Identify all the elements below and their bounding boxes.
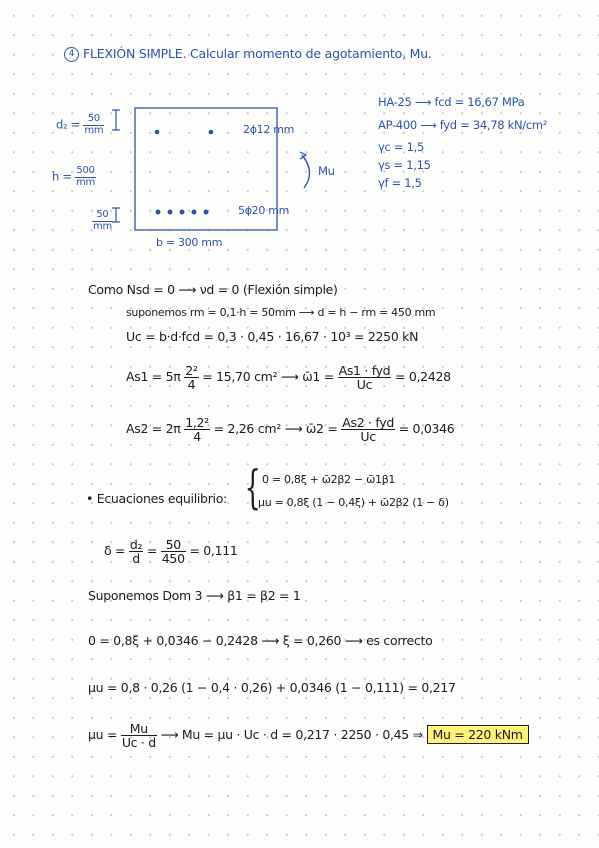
bottom-bar-5 <box>204 210 209 215</box>
step-mu: μu = 0,8 · 0,26 (1 − 0,4 · 0,26) + 0,0346 (1 − 0,111) = 0,217 <box>88 680 456 695</box>
gamma-s: γs = 1,15 <box>378 158 431 172</box>
step-domain: Suponemos Dom 3 ⟶ β1 = β2 = 1 <box>88 588 301 603</box>
gamma-c: γc = 1,5 <box>378 140 424 154</box>
title-text: FLEXIÓN SIMPLE. Calcular momento de agotamiento, Mu. <box>83 46 432 61</box>
equations-brace: { <box>244 460 261 514</box>
bottom-cover-dim: $\frac{50}{mm}$ <box>93 209 112 232</box>
material-concrete: HA-25 ⟶ fcd = 16,67 MPa <box>378 95 525 109</box>
final-result: Mu = 220 kNm <box>427 725 529 744</box>
bottom-bar-1 <box>156 210 161 215</box>
step-uc: Uc = b·d·fcd = 0,3 · 0,45 · 16,67 · 10³ = 2250 kN <box>126 329 419 344</box>
bottom-bar-4 <box>192 210 197 215</box>
step-axial: Como Nsd = 0 ⟶ νd = 0 (Flexión simple) <box>88 282 338 297</box>
bottom-bar-2 <box>168 210 173 215</box>
exercise-number: 4 <box>64 47 79 62</box>
step-xi: 0 = 0,8ξ + 0,0346 − 0,2428 ⟶ ξ = 0,260 ⟶ es correcto <box>88 633 433 648</box>
exercise-title <box>64 46 432 62</box>
bottom-bar-3 <box>180 210 185 215</box>
height-dim: h = $\frac{500}{mm}$ <box>52 165 95 188</box>
step-delta: δ = $\frac{\text{d₂}}{d}$ = $\frac{50}{450}$ = 0,111 <box>104 537 238 567</box>
step-effective-depth: suponemos rm = 0,1·h = 50mm ⟶ d = h − rm = 450 mm <box>126 306 436 319</box>
equation-moment: μu = 0,8ξ (1 − 0,4ξ) + ω̄2β2 (1 − δ) <box>258 496 449 509</box>
gamma-f: γf = 1,5 <box>378 176 422 190</box>
step-final: μu = $\frac{Mu}{Uc \cdot d}$ ⟶ Mu = μu · Uc · d = 0,217 · 2250 · 0,45 ⇒ Mu = 220 kNm <box>88 722 529 749</box>
moment-label: Mu <box>318 164 335 178</box>
bottom-reinforcement-label: 5ϕ20 mm <box>238 204 290 217</box>
equilibrium-label: • Ecuaciones equilibrio: <box>86 491 227 506</box>
step-as1: As1 = 5π $\frac{\text{2²}}{4}$ = 15,70 cm² ⟶ ω̄1 = $\frac{\text{As1 · fyd}}{Uc}$ = 0,2428 <box>126 363 451 393</box>
moment-arrow <box>302 155 310 188</box>
top-reinforcement-label: 2ϕ12 mm <box>243 123 295 136</box>
step-as2: As2 = 2π $\frac{\text{1,2²}}{4}$ = 2,26 cm² ⟶ ω̄2 = $\frac{\text{As2 · fyd}}{Uc}$ = 0,0346 <box>126 415 455 445</box>
top-cover-dim: d₂ = $\frac{50}{mm}$ <box>56 113 104 136</box>
material-steel: AP-400 ⟶ fyd = 34,78 kN/cm² <box>378 118 548 132</box>
top-bar-1 <box>155 130 160 135</box>
width-label: b = 300 mm <box>156 236 223 249</box>
equation-axial: 0 = 0,8ξ + ω̄2β2 − ω̄1β1 <box>262 473 396 486</box>
top-bar-2 <box>209 130 214 135</box>
